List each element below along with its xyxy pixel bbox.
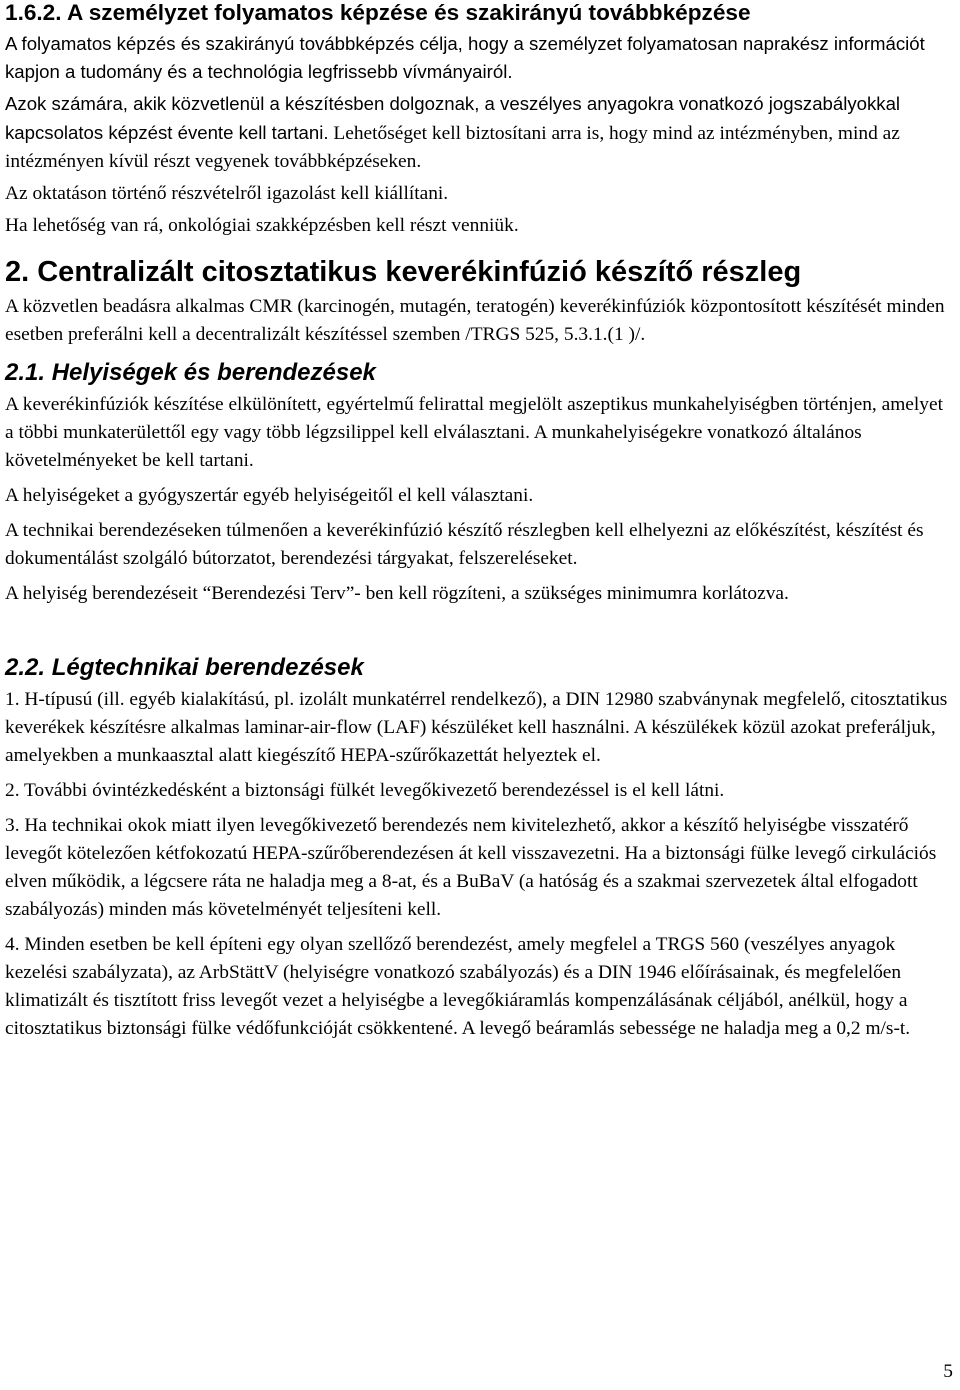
paragraph-annual-training-sans: Azok számára, akik közvetlenül a készítésben dolgoznak, a veszélyes anyagokra vonatkozó jogszabályokkal kapcsolatos képzést évente kell tartani. — [5, 92, 901, 143]
paragraph-aseptic-room: A keverékinfúziók készítése elkülönített, egyértelmű felirattal megjelölt aszeptikus munkahelyiségben történjen, amelyet a többi munkaterülettől egy vagy több légzsilippel kell elválasztani. A munkahelyiségekre vonatkozó általános követelményeket be kell tartani. — [5, 393, 943, 471]
paragraph-annual-training — [5, 90, 953, 176]
paragraph-further-training: Lehetőséget kell biztosítani arra is, hogy mind az intézményben, mind az intézményen kívül részt vegyenek továbbképzéseken. — [5, 122, 900, 172]
document-page — [5, 0, 953, 1043]
section-heading-2-1: 2.1. Helyiségek és berendezések — [5, 359, 376, 387]
section-heading-2-2: 2.2. Légtechnikai berendezések — [5, 653, 364, 681]
paragraph-centralized-preparation: A közvetlen beadásra alkalmas CMR (karcinogén, mutagén, teratogén) keverékinfúziók központosított készítését minden esetben preferálni kell a decentralizált készítéssel szemben /TRGS 525, 5.3.1.(1 )/. — [5, 296, 945, 346]
paragraph-certificate: Az oktatáson történő részvételről igazolást kell kiállítani. — [5, 182, 449, 204]
paragraph-training-purpose: A folyamatos képzés és szakirányú továbbképzés célja, hogy a személyzet folyamatosan naprakész információt kapjon a tudomány és a technológia legfrissebb vívmányairól. — [5, 32, 925, 82]
paragraph-room-separation: A helyiségeket a gyógyszertár egyéb helyiségeitől el kell választani. — [5, 484, 534, 506]
paragraph-equipment-plan: A helyiség berendezéseit “Berendezési Terv”- ben kell rögzíteni, a szükséges minimumra korlátozva. — [5, 582, 789, 604]
page-number: 5 — [943, 1361, 953, 1382]
paragraph-ventilation: 4. Minden esetben be kell építeni egy olyan szellőző berendezést, amely megfelel a TRGS 560 (veszélyes anyagok kezelési szabályzata), az ArbStättV (helyiségre vonatkozó szabályozás) és a DIN 1946 előírásainak, és megfelelően klimatizált és tisztított friss levegőt vezet a helyiségbe a levegőkiáramlás kompenzálásának céljából, anélkül, hogy a citosztatikus biztonsági fülke védőfunkcióját csökkentené. A levegő beáramlás sebessége ne haladja meg a 0,2 m/s-t. — [5, 933, 911, 1039]
section-heading-2: 2. Centralizált citosztatikus keverékinfúzió készítő részleg — [5, 255, 802, 288]
paragraph-laf-device: 1. H-típusú (ill. egyéb kialakítású, pl. izolált munkatérrel rendelkező), a DIN 12980 szabványnak megfelelő, citosztatikus keverékek készítésre alkalmas laminar-air-flow (LAF) készüléket kell használni. A készülékek közül azokat preferáljuk, amelyekben a munkaasztal alatt kiegészítő HEPA-szűrőkazettát helyeztek el. — [5, 688, 948, 766]
paragraph-furniture: A technikai berendezéseken túlmenően a keverékinfúzió készítő részlegben kell elhelyezni az előkészítést, készítést és dokumentálást szolgáló bútorzatot, berendezési tárgyakat, felszereléseket. — [5, 519, 924, 569]
paragraph-oncology-training: Ha lehetőség van rá, onkológiai szakképzésben kell részt venniük. — [5, 214, 519, 236]
paragraph-hepa-return-air: 3. Ha technikai okok miatt ilyen levegőkivezető berendezés nem kivitelezhető, akkor a készítő helyiségbe visszatérő levegőt kötelezően kétfokozatú HEPA-szűrőberendezésen át kell visszavezetni. Ha a biztonsági fülke levegő cirkulációs elven működik, a légcsere ráta ne haladja meg a 8-at, és a BuBaV (a hatóság és a szakmai szervezetek által elfogadott szabályozás) minden más követelményét teljesíteni kell. — [5, 814, 937, 920]
section-heading-1-6-2: 1.6.2. A személyzet folyamatos képzése és szakirányú továbbképzése — [5, 0, 751, 25]
paragraph-exhaust: 2. További óvintézkedésként a biztonsági fülkét levegőkivezető berendezéssel is el kell látni. — [5, 779, 725, 801]
